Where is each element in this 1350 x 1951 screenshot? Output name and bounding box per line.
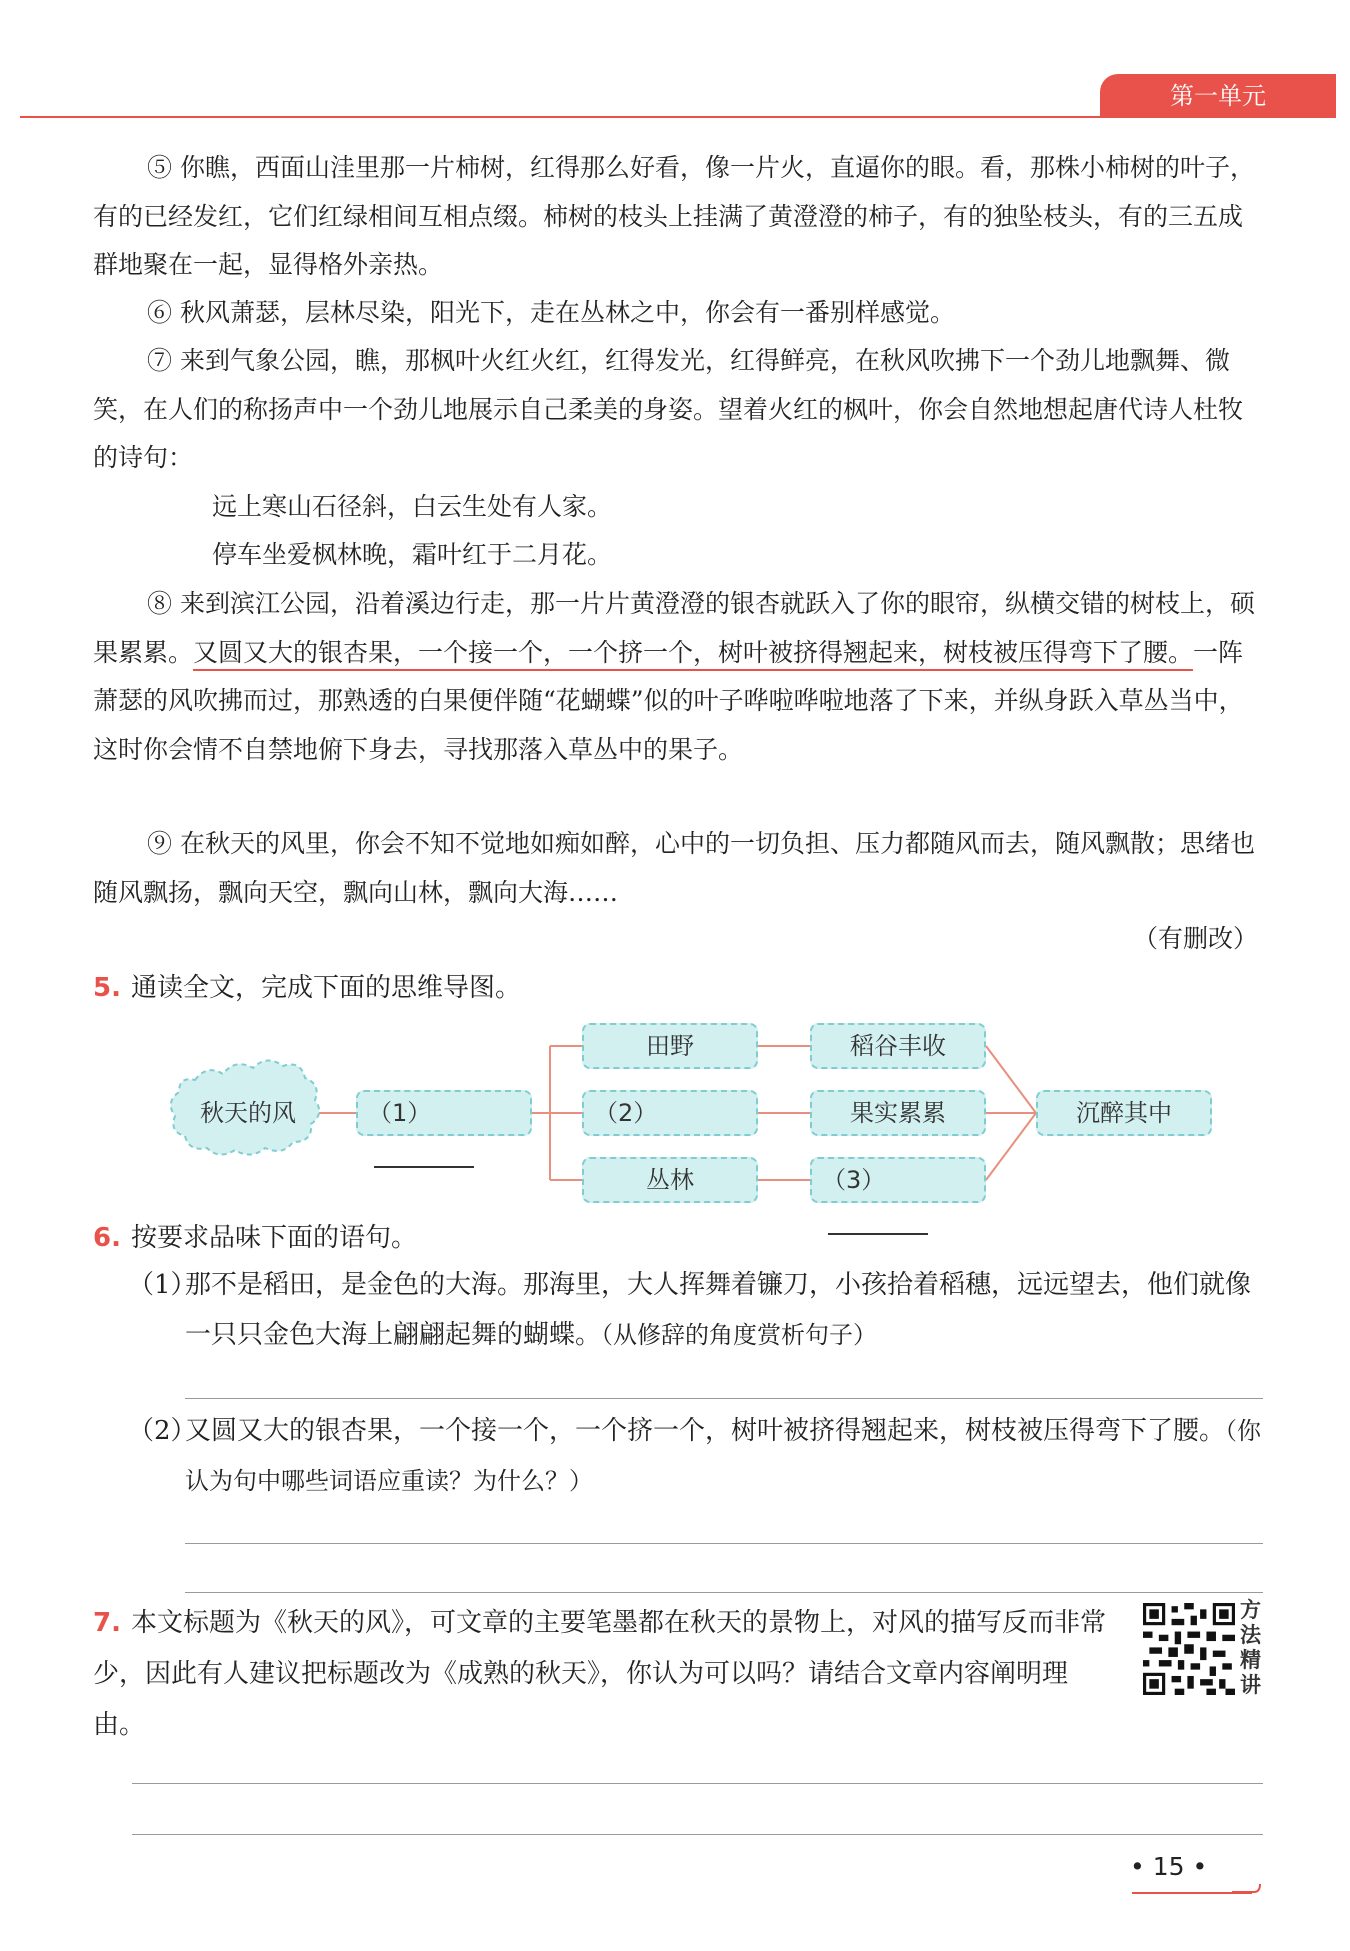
mind-map-blank-2[interactable] xyxy=(582,1090,758,1136)
question-6-1 xyxy=(185,1260,1263,1360)
mind-map-root: 秋天的风 xyxy=(200,1099,296,1127)
question-6-text: 按要求品味下面的语句。 xyxy=(130,1223,417,1253)
paragraph-8-part-a: ⑧ 来到滨江公园，沿着溪边行走，那一片片黄澄澄的银杏就跃入了你的眼帘，纵横交错的树枝上，硕果累累。 xyxy=(93,589,1255,667)
question-5-number: 5. xyxy=(93,973,121,1003)
answer-line-6-2b[interactable] xyxy=(185,1592,1263,1593)
paragraph-6: ⑥ 秋风萧瑟，层林尽染，阳光下，走在丛林之中，你会有一番别样感觉。 xyxy=(147,298,955,327)
answer-line-6-1[interactable] xyxy=(185,1398,1263,1399)
answer-line-7b[interactable] xyxy=(132,1834,1263,1835)
question-5-text: 通读全文，完成下面的思维导图。 xyxy=(130,973,521,1003)
page-number: • 15 • xyxy=(1130,1852,1208,1881)
blank-1-label: （1） xyxy=(368,1099,432,1127)
question-7-number: 7. xyxy=(93,1608,121,1638)
answer-line-6-2a[interactable] xyxy=(185,1543,1263,1544)
question-7-text: 本文标题为《秋天的风》，可文章的主要笔墨都在秋天的景物上，对风的描写反而非常少，因此有人建议把标题改为《成熟的秋天》，你认为可以吗？请结合文章内容阐明理由。 xyxy=(93,1608,1106,1740)
source-note: （有删改） xyxy=(1132,924,1258,953)
mind-map-harvest: 稻谷丰收 xyxy=(810,1023,986,1069)
paragraph-8-part-b: 一阵萧瑟的风吹拂而过，那熟透的白果便伴随“花蝴蝶”似的叶子哗啦哗啦地落了下来，并纵身跃入草丛当中，这时你会情不自禁地俯下身去，寻找那落入草丛中的果子。 xyxy=(93,637,1244,764)
blank-1-line xyxy=(374,1144,474,1168)
question-6 xyxy=(93,1213,417,1263)
mind-map-forest: 丛林 xyxy=(582,1157,758,1203)
answer-line-7a[interactable] xyxy=(132,1783,1263,1784)
question-6-1-label: （1） xyxy=(128,1270,197,1300)
unit-tab: 第一单元 xyxy=(1100,74,1336,118)
question-6-2 xyxy=(185,1406,1263,1506)
qr-label: 方法精讲 xyxy=(1240,1598,1261,1697)
blank-2-label: （2） xyxy=(594,1099,658,1127)
paragraph-7: ⑦ 来到气象公园，瞧，那枫叶火红火红，红得发光，红得鲜亮，在秋风吹拂下一个劲儿地飘舞、微笑，在人们的称扬声中一个劲儿地展示自己柔美的身姿。望着火红的枫叶，你会自然地想起唐代诗人杜牧的诗句： xyxy=(93,346,1244,472)
poem-line-2: 停车坐爱枫林晚，霜叶红于二月花。 xyxy=(212,540,613,569)
question-6-1-text: 那不是稻田，是金色的大海。那海里，大人挥舞着镰刀，小孩拾着稻穗，远远望去，他们就像一只只金色大海上翩翩起舞的蝴蝶。 xyxy=(185,1270,1252,1350)
paragraph-9: ⑨ 在秋天的风里，你会不知不觉地如痴如醉，心中的一切负担、压力都随风而去，随风飘散；思绪也随风飘扬，飘向天空，飘向山林，飘向大海…… xyxy=(93,829,1255,907)
underlined-sentence: 又圆又大的银杏果，一个接一个，一个挤一个，树叶被挤得翘起来，树枝被压得弯下了腰。 xyxy=(193,637,1194,667)
question-6-2-hint: （你认为句中哪些词语应重读？为什么？） xyxy=(185,1417,1262,1495)
blank-3-label: （3） xyxy=(822,1166,886,1194)
mind-map-blank-1[interactable] xyxy=(356,1090,532,1136)
blank-3-line xyxy=(828,1211,928,1235)
paragraph-5: ⑤ 你瞧，西面山洼里那一片柿树，红得那么好看，像一片火，直逼你的眼。看，那株小柿树的叶子，有的已经发红，它们红绿相间互相点缀。柿树的枝头上挂满了黄澄澄的柿子，有的独坠枝头，有的三五成群地聚在一起，显得格外亲热。 xyxy=(93,153,1255,279)
question-6-2-label: （2） xyxy=(128,1416,197,1446)
question-6-number: 6. xyxy=(93,1223,121,1253)
question-6-2-text: 又圆又大的银杏果，一个接一个，一个挤一个，树叶被挤得翘起来，树枝被压得弯下了腰。 xyxy=(185,1416,1226,1446)
mind-map-fruit: 果实累累 xyxy=(810,1090,986,1136)
qr-code-icon[interactable] xyxy=(1143,1603,1235,1695)
mind-map-field: 田野 xyxy=(582,1023,758,1069)
page-curl-icon xyxy=(1232,1864,1262,1894)
question-6-1-hint: （从修辞的角度赏析句子） xyxy=(601,1321,878,1349)
question-7 xyxy=(93,1598,1118,1751)
mind-map-result: 沉醉其中 xyxy=(1036,1090,1212,1136)
mind-map-blank-3[interactable] xyxy=(810,1157,986,1203)
poem-line-1: 远上寒山石径斜，白云生处有人家。 xyxy=(212,492,613,521)
